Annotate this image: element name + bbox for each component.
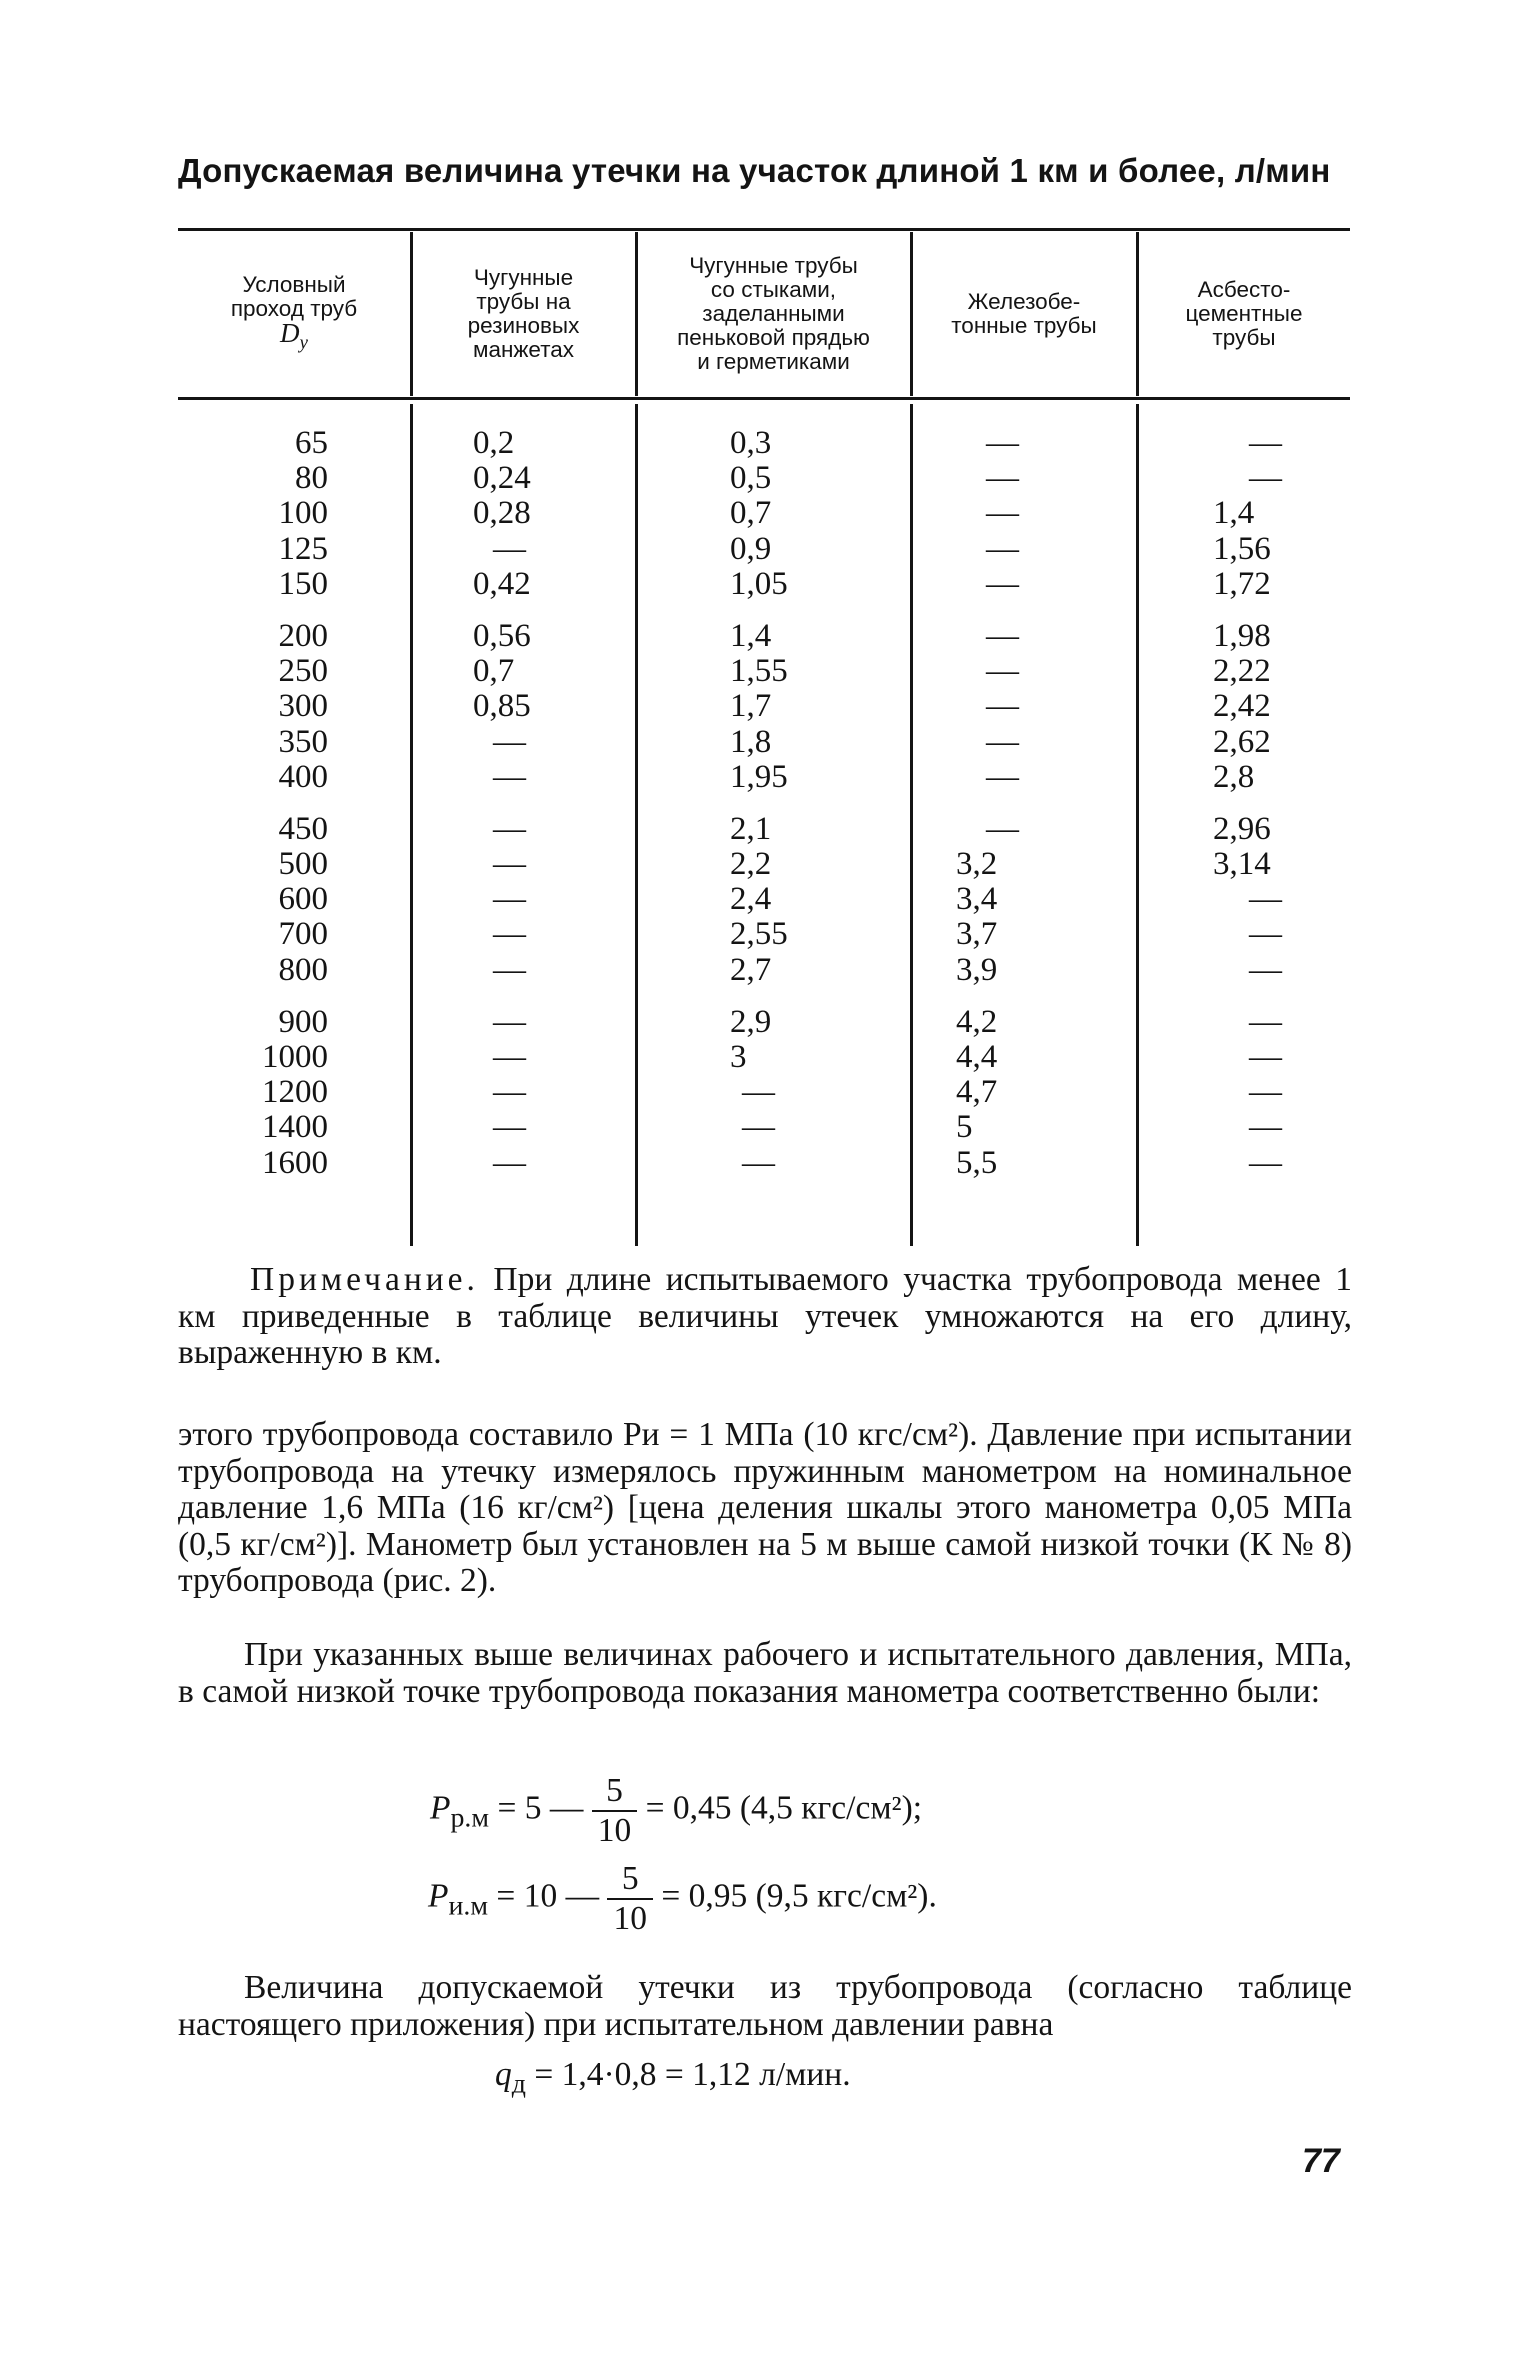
header-text: пеньковой прядью [677, 325, 870, 350]
header-asbestos-cement [1138, 232, 1350, 396]
cell-leakage: — [493, 530, 526, 567]
cell-leakage: — [1249, 1003, 1282, 1040]
table-header-rule [178, 397, 1350, 400]
table-vline [635, 404, 638, 1246]
cell-diameter: 65 [295, 425, 328, 461]
cell-leakage: — [1249, 425, 1282, 461]
cell-diameter: 200 [278, 617, 328, 654]
note-label: Примечание. [250, 1261, 479, 1298]
paragraph-1: этого трубопровода составило Pи = 1 МПа (10 кгс/см²). Давление при испытании трубопровода на утечку измерялось пружинным манометром на номинальное давление 1,6 МПа (16 кг/см²) [цена деления шкалы этого манометра 0,05 МПа (0,5 кг/см²)]. Манометр был установлен на 5 м выше самой низкой точки (К № 8) трубопровода (рис. 2). [178, 1416, 1352, 1599]
header-symbol: $D_у$ [280, 317, 308, 354]
cell-diameter: 1600 [262, 1144, 328, 1181]
cell-leakage: — [493, 951, 526, 988]
header-text: манжетах [472, 337, 575, 362]
cell-leakage: — [493, 1109, 526, 1146]
cell-leakage: — [1249, 881, 1282, 918]
cell-leakage: 0,28 [473, 495, 531, 532]
cell-leakage: — [742, 1109, 775, 1146]
table-vline [410, 404, 413, 1246]
cell-leakage: — [742, 1074, 775, 1111]
formula-test-pressure [428, 1860, 937, 1938]
group-spacer [730, 795, 830, 812]
header-text: проход труб [230, 295, 358, 321]
cell-leakage: — [986, 810, 1019, 847]
cell-diameter: 600 [278, 881, 328, 918]
group-spacer [178, 988, 328, 1005]
header-text: со стыками, [710, 277, 837, 302]
cell-diameter: 300 [278, 688, 328, 725]
column-asbestos-cement [1213, 426, 1313, 1181]
cell-leakage: 2,7 [730, 951, 772, 988]
group-spacer [473, 602, 573, 619]
cell-leakage: 0,7 [730, 495, 772, 532]
formula-result: = 0,95 (9,5 кгс/см²). [652, 1877, 937, 1915]
formula-result: = 0,45 (4,5 кгс/см²); [637, 1789, 923, 1827]
cell-diameter: 1200 [262, 1074, 328, 1111]
table-vline [1136, 404, 1139, 1246]
header-text: Чугунные трубы [689, 253, 858, 278]
cell-leakage: 1,98 [1213, 617, 1271, 654]
group-spacer [1213, 795, 1313, 812]
table-vline [910, 404, 913, 1246]
formula-fraction: $\frac{5}{10}$ [592, 1772, 638, 1850]
cell-leakage: 2,55 [730, 916, 788, 953]
cell-leakage: 1,95 [730, 758, 788, 795]
formula-working-pressure [430, 1772, 922, 1850]
cell-leakage: 3,2 [956, 846, 998, 883]
formula-symbol: P [430, 1789, 451, 1827]
cell-diameter: 450 [278, 810, 328, 847]
cell-leakage: 0,42 [473, 565, 531, 602]
paragraph-3-text: Величина допускаемой утечки из трубопровода (согласно таблице настоящего приложения) при испытательном давлении равна [178, 1969, 1352, 2043]
cell-leakage: — [986, 495, 1019, 532]
cell-leakage: — [742, 1144, 775, 1181]
cell-leakage: 2,96 [1213, 810, 1271, 847]
group-spacer [730, 602, 830, 619]
cell-leakage: 1,4 [1213, 495, 1255, 532]
cell-leakage: 5 [956, 1109, 973, 1146]
header-text: Асбесто- [1197, 277, 1291, 302]
column-cast-iron-hemp [730, 426, 830, 1181]
cell-leakage: 2,22 [1213, 653, 1271, 690]
header-text: цементные [1185, 301, 1303, 326]
cell-leakage: 3 [730, 1039, 747, 1075]
cell-diameter: 700 [278, 916, 328, 953]
formula-allowable-leakage [495, 2056, 851, 2101]
cell-leakage: 2,4 [730, 881, 772, 918]
cell-diameter: 1000 [262, 1039, 328, 1075]
cell-leakage: 1,7 [730, 688, 772, 725]
group-spacer [956, 602, 1056, 619]
header-cast-iron-rubber [412, 232, 635, 396]
header-nominal-diameter [178, 232, 410, 396]
cell-diameter: 150 [278, 565, 328, 602]
cell-leakage: 4,7 [956, 1074, 998, 1111]
formula-subscript: д [511, 2068, 526, 2100]
cell-diameter: 900 [278, 1003, 328, 1040]
table-top-rule [178, 228, 1350, 231]
cell-leakage: — [1249, 951, 1282, 988]
cell-leakage: 2,62 [1213, 723, 1271, 760]
cell-leakage: 1,55 [730, 653, 788, 690]
cell-diameter: 80 [295, 460, 328, 497]
note-text: При длине испытываемого участка трубопровода менее 1 км приведенные в таблице величины утечек умножаются на его длину, выраженную в км. [178, 1261, 1352, 1371]
cell-leakage: 3,14 [1213, 846, 1271, 883]
cell-leakage: — [1249, 1144, 1282, 1181]
cell-leakage: 4,4 [956, 1039, 998, 1075]
cell-leakage: — [986, 565, 1019, 602]
cell-leakage: 0,2 [473, 425, 515, 461]
formula-subscript: р.м [450, 1802, 490, 1834]
formula-result: = 1,4·0,8 = 1,12 л/мин. [525, 2056, 851, 2093]
cell-leakage: — [493, 846, 526, 883]
header-text: резиновых [467, 313, 580, 338]
formula-fraction: $\frac{5}{10}$ [607, 1860, 653, 1938]
header-text: и герметиками [697, 349, 850, 374]
cell-leakage: 3,7 [956, 916, 998, 953]
header-text: трубы на [476, 289, 571, 314]
cell-leakage: 1,05 [730, 565, 788, 602]
cell-leakage: — [986, 530, 1019, 567]
cell-leakage: — [493, 810, 526, 847]
cell-leakage: 0,9 [730, 530, 772, 567]
formula-text: = 5 — [489, 1789, 592, 1827]
paragraph-3 [178, 1970, 1352, 2043]
cell-leakage: 2,9 [730, 1003, 772, 1040]
page-number: 77 [1302, 2142, 1340, 2180]
formula-subscript: и.м [448, 1890, 489, 1922]
cell-leakage: — [1249, 1074, 1282, 1111]
group-spacer [178, 795, 328, 812]
cell-leakage: — [986, 425, 1019, 461]
cell-leakage: — [986, 758, 1019, 795]
group-spacer [730, 988, 830, 1005]
group-spacer [178, 602, 328, 619]
cell-leakage: 2,42 [1213, 688, 1271, 725]
cell-leakage: 5,5 [956, 1144, 998, 1181]
cell-leakage: — [986, 688, 1019, 725]
cell-leakage: 0,5 [730, 460, 772, 497]
cell-leakage: — [493, 881, 526, 918]
table-title: Допускаемая величина утечки на участок длиной 1 км и более, л/мин [178, 152, 1331, 189]
cell-leakage: — [986, 653, 1019, 690]
header-cast-iron-hemp [637, 232, 910, 396]
cell-leakage: — [1249, 916, 1282, 953]
column-nominal-diameter [178, 426, 328, 1181]
cell-leakage: 1,72 [1213, 565, 1271, 602]
cell-leakage: 2,8 [1213, 758, 1255, 795]
header-text: Железобе- [967, 289, 1081, 314]
cell-diameter: 1400 [262, 1109, 328, 1146]
paragraph-2-text: При указанных выше величинах рабочего и испытательного давления, МПа, в самой низкой точке трубопровода показания манометра соответственно были: [178, 1636, 1352, 1710]
cell-diameter: 100 [278, 495, 328, 532]
cell-leakage: 0,7 [473, 653, 515, 690]
group-spacer [473, 795, 573, 812]
cell-leakage: — [493, 1074, 526, 1111]
cell-diameter: 350 [278, 723, 328, 760]
cell-leakage: 1,56 [1213, 530, 1271, 567]
cell-leakage: — [493, 916, 526, 953]
cell-leakage: 1,4 [730, 617, 772, 654]
cell-diameter: 400 [278, 758, 328, 795]
group-spacer [956, 988, 1056, 1005]
formula-symbol: P [428, 1877, 449, 1915]
column-cast-iron-rubber [473, 426, 573, 1181]
header-text: тонные трубы [951, 313, 1097, 338]
cell-leakage: — [986, 723, 1019, 760]
group-spacer [1213, 988, 1313, 1005]
cell-leakage: — [1249, 1039, 1282, 1075]
cell-leakage: — [1249, 1109, 1282, 1146]
cell-leakage: 1,8 [730, 723, 772, 760]
cell-diameter: 125 [278, 530, 328, 567]
cell-leakage: — [1249, 460, 1282, 497]
table-note [178, 1262, 1352, 1372]
group-spacer [956, 795, 1056, 812]
header-text: заделанными [702, 301, 845, 326]
header-reinforced-concrete [912, 232, 1136, 396]
cell-leakage: 4,2 [956, 1003, 998, 1040]
cell-leakage: — [493, 1144, 526, 1181]
cell-diameter: 800 [278, 951, 328, 988]
cell-leakage: — [493, 1039, 526, 1075]
paragraph-2 [178, 1637, 1352, 1710]
group-spacer [1213, 602, 1313, 619]
cell-leakage: — [986, 617, 1019, 654]
cell-leakage: 0,24 [473, 460, 531, 497]
group-spacer [473, 988, 573, 1005]
cell-leakage: 2,1 [730, 810, 772, 847]
cell-leakage: — [493, 723, 526, 760]
cell-leakage: 0,3 [730, 425, 772, 461]
cell-diameter: 250 [278, 653, 328, 690]
formula-text: = 10 — [488, 1877, 608, 1915]
cell-leakage: 2,2 [730, 846, 772, 883]
cell-leakage: 0,85 [473, 688, 531, 725]
cell-leakage: — [986, 460, 1019, 497]
header-text: трубы [1212, 325, 1276, 350]
cell-leakage: 0,56 [473, 617, 531, 654]
cell-leakage: 3,4 [956, 881, 998, 918]
cell-leakage: — [493, 758, 526, 795]
cell-leakage: — [493, 1003, 526, 1040]
header-text: Условный [242, 271, 346, 297]
header-text: Чугунные [473, 265, 574, 290]
leakage-table [178, 222, 1350, 1246]
column-reinforced-concrete [956, 426, 1056, 1181]
formula-symbol: q [495, 2056, 512, 2093]
cell-leakage: 3,9 [956, 951, 998, 988]
cell-diameter: 500 [278, 846, 328, 883]
